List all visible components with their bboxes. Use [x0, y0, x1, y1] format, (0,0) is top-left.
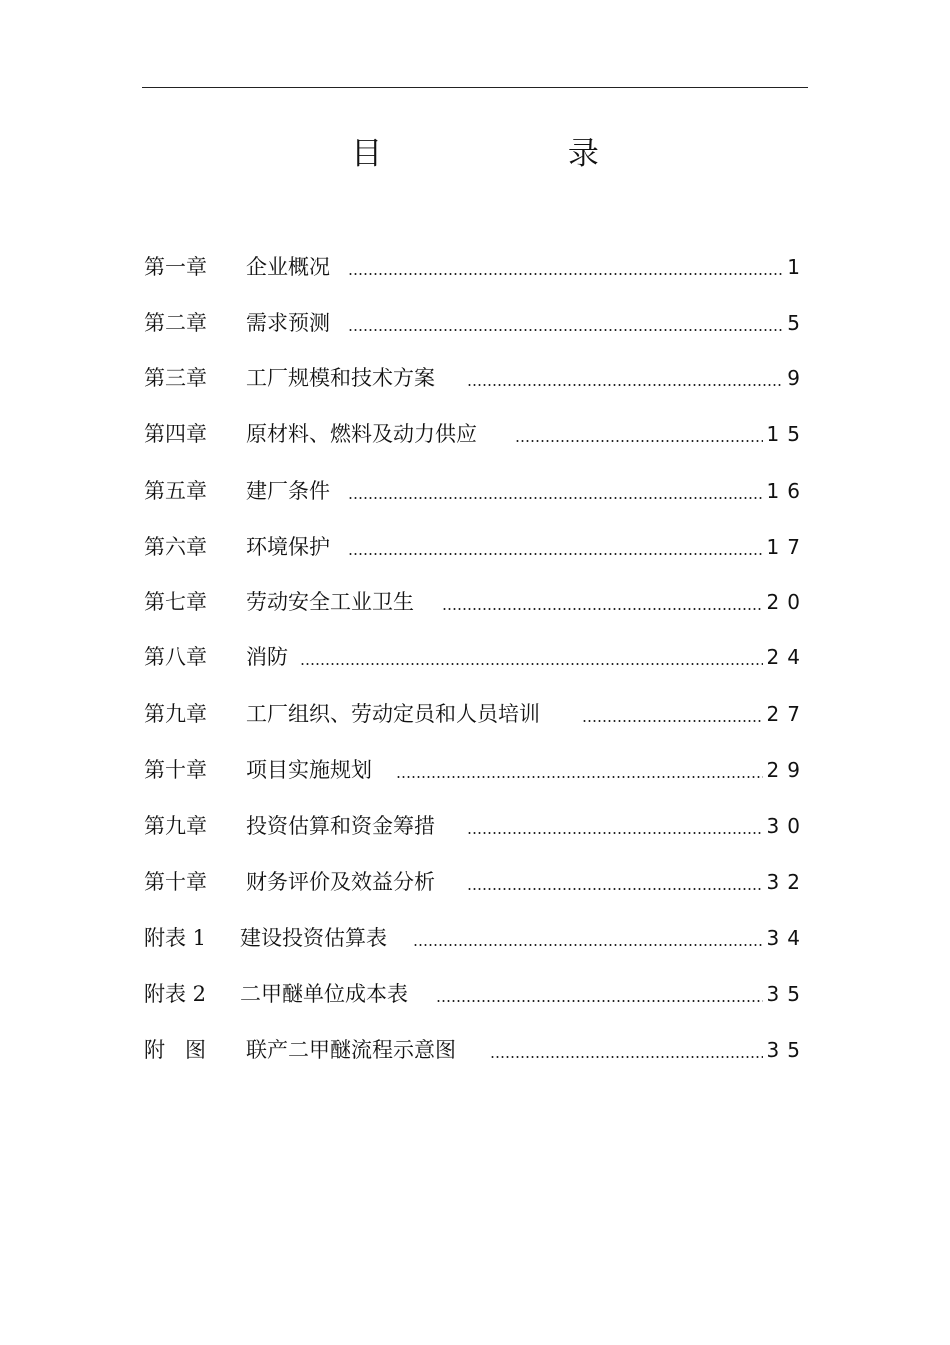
toc-title: 二甲醚单位成本表 [240, 982, 408, 1006]
toc-leader-dots [396, 776, 763, 778]
toc-chapter: 第十章 [144, 870, 207, 894]
toc-leader-dots [582, 720, 763, 722]
toc-page-number: 1 [787, 255, 808, 279]
toc-entry[interactable] [144, 250, 808, 284]
toc-page-number: 34 [766, 926, 808, 950]
toc-title: 建设投资估算表 [240, 926, 387, 950]
toc-page-number: 17 [766, 535, 808, 559]
toc-leader-dots [413, 944, 763, 946]
toc-chapter: 第五章 [144, 479, 207, 503]
toc-page-number: 30 [766, 814, 808, 838]
toc-entry[interactable] [144, 865, 808, 899]
toc-entry[interactable] [144, 697, 808, 731]
toc-chapter: 第四章 [144, 422, 207, 446]
toc-title: 投资估算和资金筹措 [246, 814, 435, 838]
toc-title: 项目实施规划 [246, 758, 372, 782]
toc-chapter: 第七章 [144, 590, 207, 614]
toc-page-number: 24 [766, 645, 808, 669]
toc-leader-dots [467, 888, 763, 890]
toc-leader-dots [348, 497, 763, 499]
toc-title: 财务评价及效益分析 [246, 870, 435, 894]
toc-entry[interactable] [144, 306, 808, 340]
toc-chapter: 第三章 [144, 366, 207, 390]
toc-entry[interactable] [144, 417, 808, 451]
toc-leader-dots [348, 553, 763, 555]
toc-page-number: 29 [766, 758, 808, 782]
toc-chapter: 第九章 [144, 814, 207, 838]
toc-title: 建厂条件 [246, 479, 330, 503]
toc-chapter: 第六章 [144, 535, 207, 559]
toc-leader-dots [467, 832, 763, 834]
toc-title: 消防 [246, 645, 288, 669]
toc-page-number: 32 [766, 870, 808, 894]
toc-entry[interactable] [144, 753, 808, 787]
toc-chapter: 第一章 [144, 255, 207, 279]
toc-leader-dots [467, 384, 783, 386]
toc-entry[interactable] [144, 530, 808, 564]
toc-leader-dots [300, 663, 763, 665]
toc-chapter: 第二章 [144, 311, 207, 335]
toc-title: 联产二甲醚流程示意图 [246, 1038, 456, 1062]
toc-entry[interactable] [144, 585, 808, 619]
toc-page-number: 15 [766, 422, 808, 446]
toc-title: 工厂规模和技术方案 [246, 366, 435, 390]
page-title: 目 录 [351, 136, 687, 172]
toc-leader-dots [348, 273, 783, 275]
toc-chapter: 第八章 [144, 645, 207, 669]
toc-chapter: 附表 2 [144, 982, 207, 1006]
toc-leader-dots [515, 440, 763, 442]
toc-leader-dots [442, 608, 763, 610]
toc-entry[interactable] [144, 1033, 808, 1067]
toc-leader-dots [348, 329, 783, 331]
toc-page-number: 20 [766, 590, 808, 614]
toc-title: 需求预测 [246, 311, 330, 335]
toc-entry[interactable] [144, 640, 808, 674]
toc-chapter: 第九章 [144, 702, 207, 726]
toc-entry[interactable] [144, 921, 808, 955]
toc-leader-dots [490, 1056, 763, 1058]
toc-chapter: 第十章 [144, 758, 207, 782]
toc-chapter: 附表 1 [144, 926, 207, 950]
toc-title: 工厂组织、劳动定员和人员培训 [246, 702, 540, 726]
toc-title: 企业概况 [246, 255, 330, 279]
toc-title: 劳动安全工业卫生 [246, 590, 414, 614]
header-rule [142, 87, 808, 88]
toc-title: 原材料、燃料及动力供应 [246, 422, 477, 446]
toc-entry[interactable] [144, 474, 808, 508]
toc-page-number: 5 [787, 311, 808, 335]
toc-chapter: 附 图 [144, 1038, 207, 1062]
toc-page-number: 27 [766, 702, 808, 726]
toc-page-number: 35 [766, 982, 808, 1006]
toc-entry[interactable] [144, 809, 808, 843]
toc-leader-dots [436, 1000, 763, 1002]
toc-page-number: 16 [766, 479, 808, 503]
toc-title: 环境保护 [246, 535, 330, 559]
toc-entry[interactable] [144, 977, 808, 1011]
toc-page-number: 35 [766, 1038, 808, 1062]
toc-entry[interactable] [144, 361, 808, 395]
toc-page-number: 9 [787, 366, 808, 390]
